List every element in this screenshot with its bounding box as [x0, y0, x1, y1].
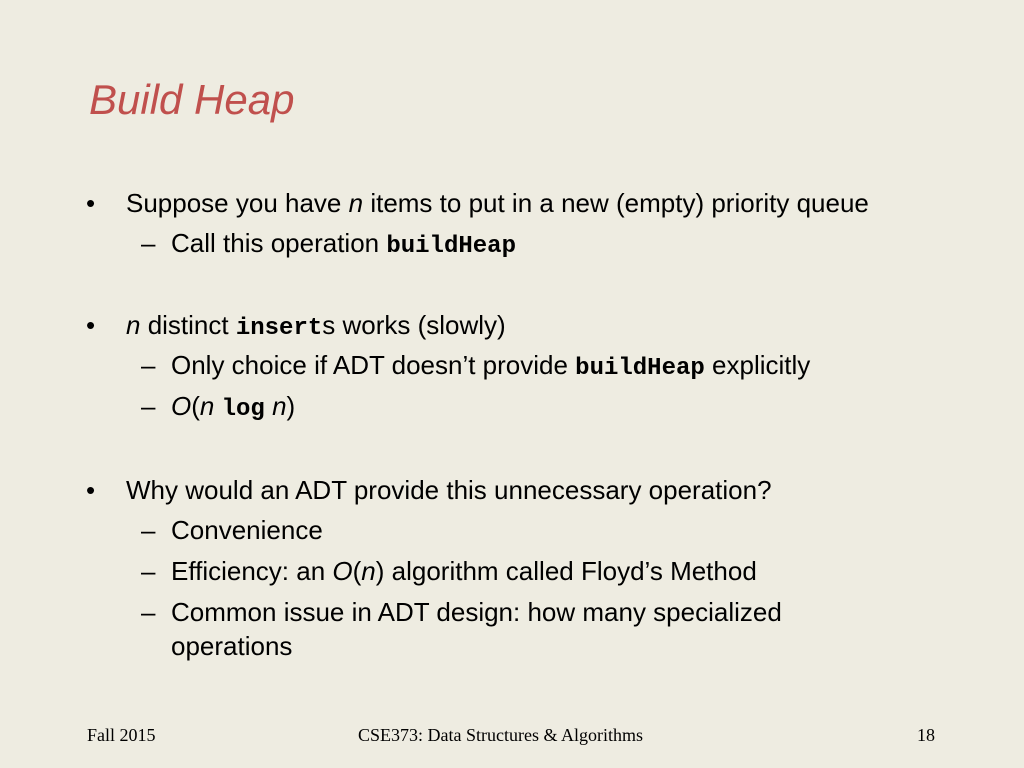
bullet-3-sub-3-text-line-1: Common issue in ADT design: how many specialized	[171, 597, 782, 627]
dash-marker: –	[141, 228, 156, 258]
text-run: s works (slowly)	[322, 310, 506, 340]
bullet-marker: •	[86, 310, 96, 340]
text-run: Efficiency: an	[171, 556, 333, 586]
dash-marker: –	[141, 556, 156, 586]
text-run: Suppose you have	[126, 188, 349, 218]
code-log: log	[221, 396, 265, 423]
text-run: Call this operation	[171, 228, 387, 258]
bullet-2-sub-2-text	[171, 390, 295, 426]
text-run: distinct	[140, 310, 236, 340]
bullet-marker: •	[86, 475, 96, 505]
text-run: explicitly	[704, 350, 811, 380]
slide-title: Build Heap	[89, 76, 295, 123]
bullet-2-text	[126, 309, 506, 345]
footer-page-number: 18	[917, 725, 935, 745]
italic-o: O	[171, 391, 192, 421]
text-run: (	[191, 391, 200, 421]
footer-course: CSE373: Data Structures & Algorithms	[358, 725, 643, 745]
text-run: ) algorithm called Floyd’s Method	[375, 556, 757, 586]
bullet-3-sub-2-text	[171, 555, 757, 587]
dash-marker: –	[141, 350, 156, 380]
bullet-2-sub-1-text	[171, 349, 810, 385]
italic-o: O	[332, 556, 353, 586]
bullet-3-text: Why would an ADT provide this unnecessary operation?	[126, 475, 772, 505]
text-run	[265, 391, 272, 421]
code-buildheap: buildHeap	[386, 233, 516, 260]
code-insert: insert	[235, 315, 323, 342]
dash-marker: –	[141, 597, 156, 627]
text-run: Only choice if ADT doesn’t provide	[171, 350, 576, 380]
dash-marker: –	[141, 391, 156, 421]
bullet-marker: •	[86, 188, 96, 218]
code-buildheap: buildHeap	[575, 355, 705, 382]
italic-n: n	[272, 391, 287, 421]
italic-n: n	[361, 556, 376, 586]
text-run	[214, 391, 221, 421]
bullet-1-sub-1-text	[171, 227, 516, 263]
text-run: )	[286, 391, 296, 421]
bullet-1-text	[126, 187, 869, 219]
text-run: (	[352, 556, 362, 586]
italic-n: n	[199, 391, 215, 421]
bullet-3-sub-3-text-line-2: operations	[171, 631, 293, 661]
dash-marker: –	[141, 515, 156, 545]
footer-date: Fall 2015	[87, 725, 156, 745]
text-run: items to put in a new (empty) priority queue	[363, 188, 869, 218]
italic-n: n	[126, 310, 141, 340]
italic-n: n	[348, 188, 364, 218]
bullet-3-sub-1-text: Convenience	[171, 515, 323, 545]
